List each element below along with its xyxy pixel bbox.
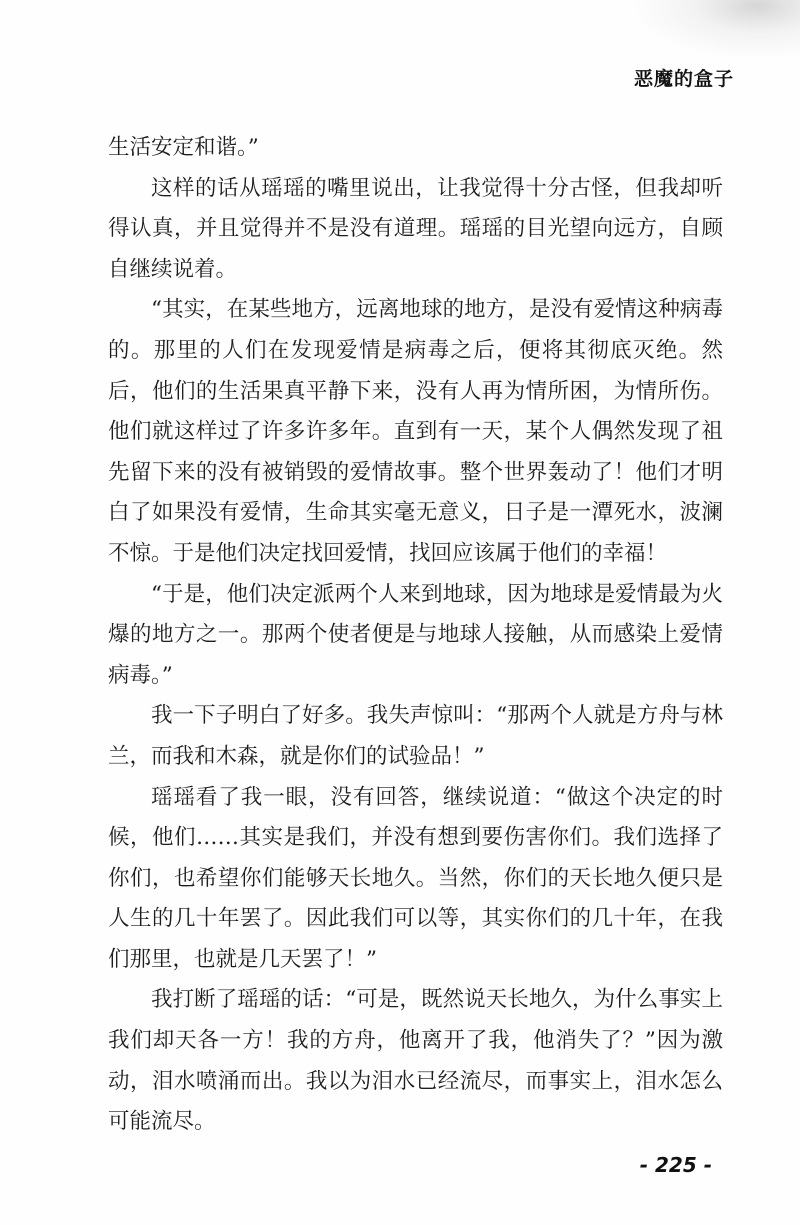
paragraph: 瑶瑶看了我一眼，没有回答，继续说道：“做这个决定的时候，他们……其实是我们，并没有想到要伤害你们。我们选择了你们，也希望你们能够天长地久。当然，你们的天长地久便只是人生的几十年罢了。因此我们可以等，其实你们的几十年，在我们那里，也就是几天罢了！” <box>108 784 723 972</box>
page-number: - 225 - <box>639 1153 712 1177</box>
scan-smudge <box>630 0 800 60</box>
paragraph: 我打断了瑶瑶的话：“可是，既然说天长地久，为什么事实上我们却天各一方！我的方舟，他离开了我，他消失了？”因为激动，泪水喷涌而出。我以为泪水已经流尽，而事实上，泪水怎么可能流尽。 <box>108 987 723 1135</box>
paragraph: “于是，他们决定派两个人来到地球，因为地球是爱情最为火爆的地方之一。那两个使者便是与地球人接触，从而感染上爱情病毒。” <box>108 581 723 688</box>
body-text <box>108 128 723 1143</box>
paragraph: 这样的话从瑶瑶的嘴里说出，让我觉得十分古怪，但我却听得认真，并且觉得并不是没有道理。瑶瑶的目光望向远方，自顾自继续说着。 <box>108 175 723 282</box>
running-header-title: 恶魔的盒子 <box>633 68 734 90</box>
paragraph: 我一下子明白了好多。我失声惊叫：“那两个人就是方舟与林兰，而我和木森，就是你们的试验品！” <box>108 703 723 769</box>
paragraph: “其实，在某些地方，远离地球的地方，是没有爱情这种病毒的。那里的人们在发现爱情是病毒之后，便将其彻底灭绝。然后，他们的生活果真平静下来，没有人再为情所困，为情所伤。他们就这样过了许多许多年。直到有一天，某个人偶然发现了祖先留下来的没有被销毁的爱情故事。整个世界轰动了！他们才明白了如果没有爱情，生命其实毫无意义，日子是一潭死水，波澜不惊。于是他们决定找回爱情，找回应该属于他们的幸福！ <box>108 297 723 566</box>
paragraph-continuation: 生活安定和谐。” <box>108 135 259 160</box>
